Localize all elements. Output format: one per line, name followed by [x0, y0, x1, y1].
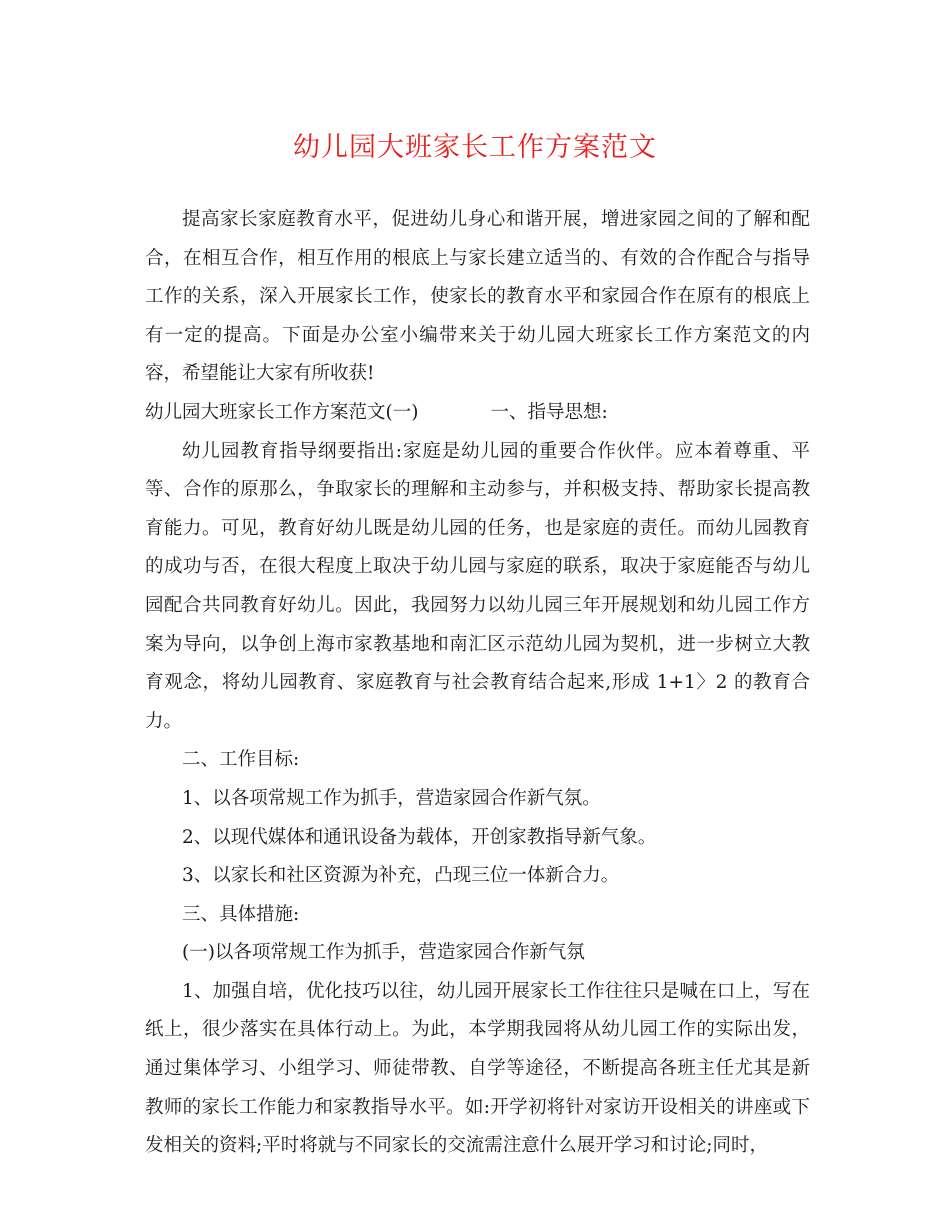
guiding-paragraph: 幼儿园教育指导纲要指出:家庭是幼儿园的重要合作伙伴。应本着尊重、平等、合作的原那么，争取家长的理解和主动参与，并积极支持、帮助家长提高教育能力。可见，教育好幼儿既是幼儿园的任务，也是家庭的责任。而幼儿园教育的成功与否，在很大程度上取决于幼儿园与家庭的联系，取决于家庭能否与幼儿园配合共同教育好幼儿。因此，我园努力以幼儿园三年开展规划和幼儿园工作方案为导向，以争创上海市家教基地和南汇区示范幼儿园为契机，进一步树立大教育观念，将幼儿园教育、家庭教育与社会教育结合起来,形成 1+1〉2 的教育合力。	[145, 440, 810, 732]
document-body	[145, 201, 810, 1166]
measures-heading: 三、具体措施:	[182, 903, 300, 925]
measure-subheading: (一)以各项常规工作为抓手，营造家园合作新气氛	[182, 942, 585, 964]
intro-paragraph: 提高家长家庭教育水平，促进幼儿身心和谐开展，增进家园之间的了解和配合，在相互合作，相互作用的根底上与家长建立适当的、有效的合作配合与指导工作的关系，深入开展家长工作，使家长的教育水平和家园合作在原有的根底上有一定的提高。下面是办公室小编带来关于幼儿园大班家长工作方案范文的内容，希望能让大家有所收获!	[145, 209, 810, 385]
goal-item: 3、以家长和社区资源为补充，凸现三位一体新合力。	[182, 865, 620, 887]
goal-item: 1、以各项常规工作为抓手，营造家园合作新气氛。	[182, 787, 601, 809]
measure-paragraph: 1、加强自培，优化技巧以往，幼儿园开展家长工作往往只是喊在口上，写在纸上，很少落实在具体行动上。为此，本学期我园将从幼儿园工作的实际出发，通过集体学习、小组学习、师徒带教、自学等途径，不断提高各班主任尤其是新教师的家长工作能力和家教指导水平。如:开学初将针对家访开设相关的讲座或下发相关的资料;平时将就与不同家长的交流需注意什么展开学习和讨论;同时，	[145, 980, 810, 1157]
goals-heading: 二、工作目标:	[182, 749, 300, 771]
guiding-heading: 一、指导思想:	[490, 401, 608, 423]
section-heading-line	[145, 394, 810, 433]
goal-item: 2、以现代媒体和通讯设备为载体，开创家教指导新气象。	[182, 826, 657, 848]
section-title: 幼儿园大班家长工作方案范文(一)	[145, 401, 419, 423]
document-title: 幼儿园大班家长工作方案范文	[293, 132, 657, 163]
